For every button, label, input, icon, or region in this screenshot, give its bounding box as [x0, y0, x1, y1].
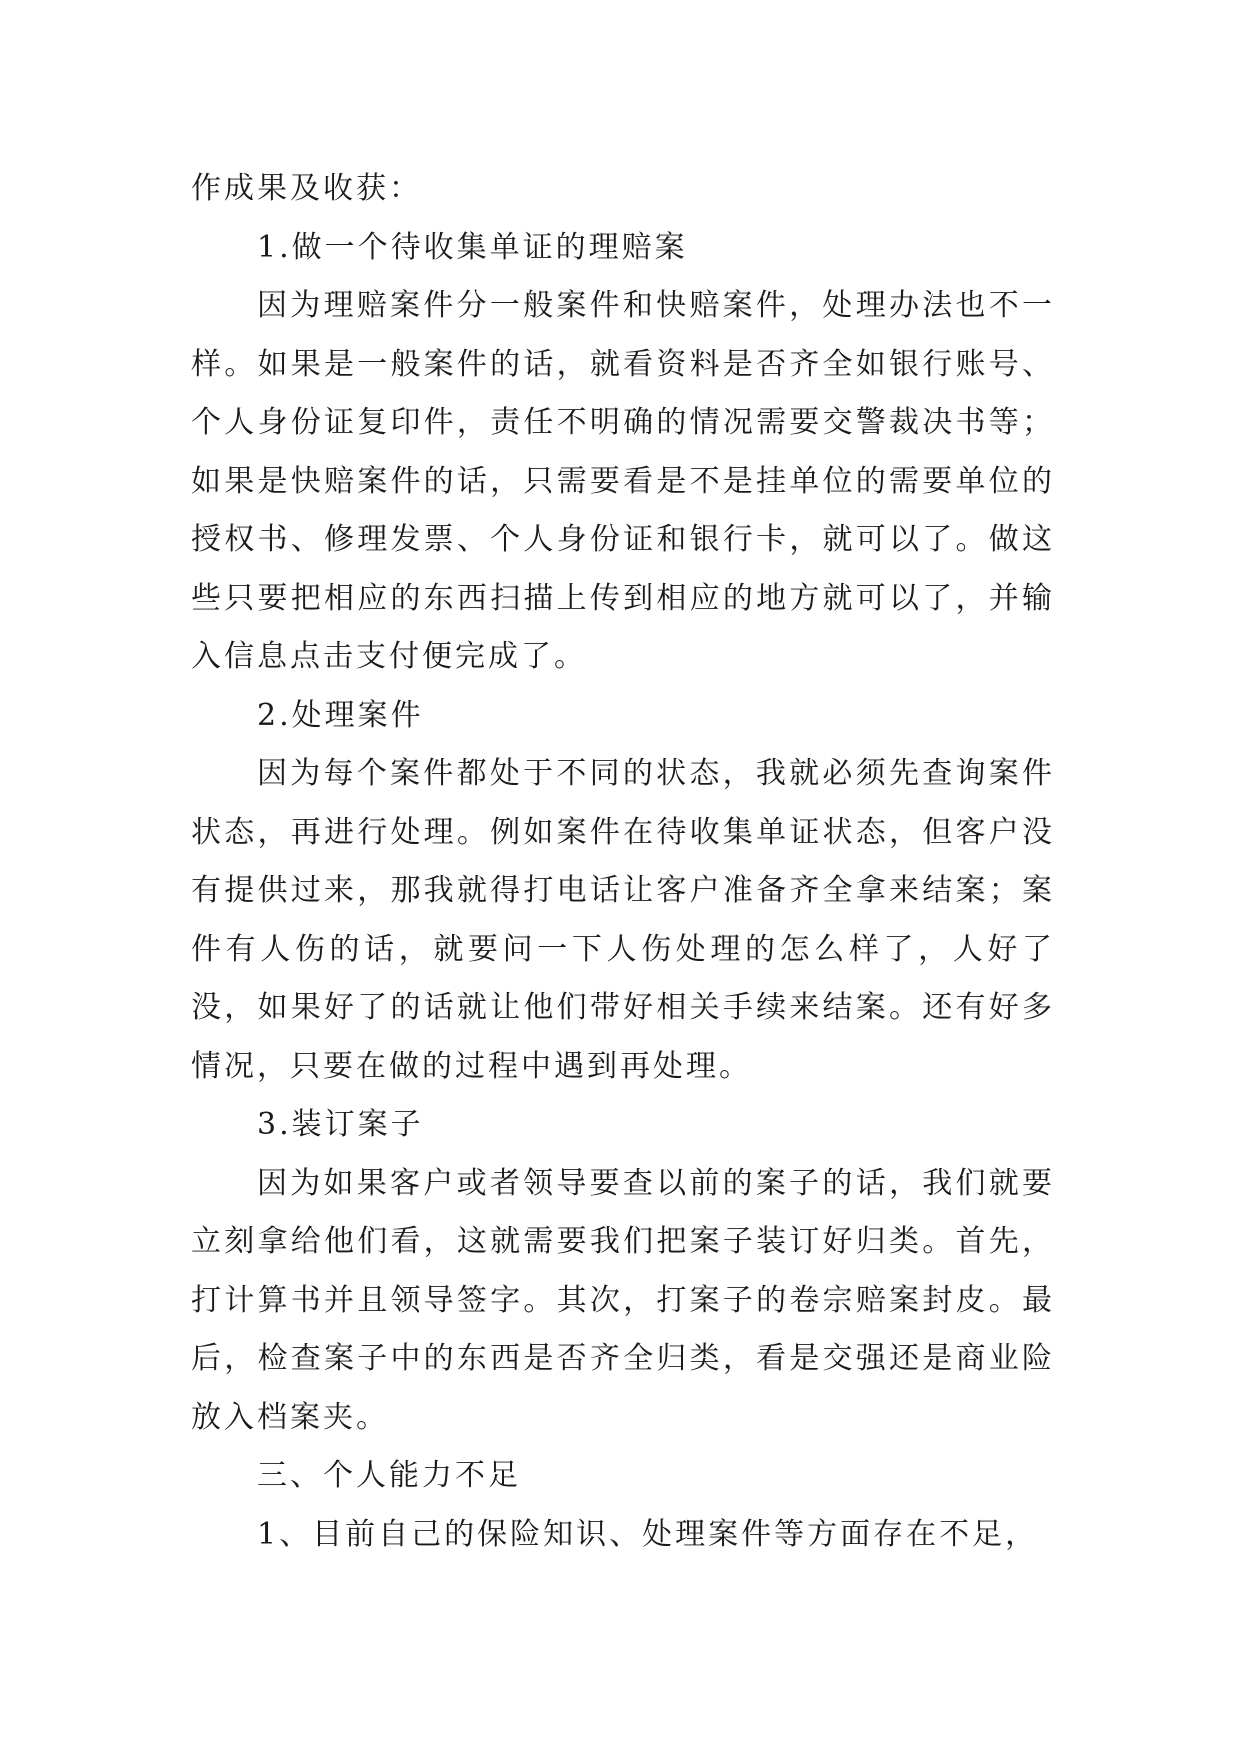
heading-item-1: 1.做一个待收集单证的理赔案	[257, 229, 688, 265]
document-body	[191, 160, 1055, 1564]
heading-item-2: 2.处理案件	[257, 697, 424, 733]
paragraph-intro-continuation: 作成果及收获：	[191, 171, 422, 206]
paragraph-shortcomings-1: 1、目前自己的保险知识、处理案件等方面存在不足，	[257, 1516, 1039, 1552]
section-heading-3: 三、个人能力不足	[257, 1458, 521, 1493]
paragraph-case-binding: 因为如果客户或者领导要查以前的案子的话，我们就要立刻拿给他们看，这就需要我们把案子装订好归类。首先，打计算书并且领导签字。其次，打案子的卷宗赔案封皮。最后，检查案子中的东西是否齐全归类，看是交强还是商业险放入档案夹。	[191, 1165, 1055, 1435]
heading-item-3: 3.装订案子	[257, 1107, 424, 1142]
paragraph-case-handling: 因为每个案件都处于不同的状态，我就必须先查询案件状态，再进行处理。例如案件在待收集单证状态，但客户没有提供过来，那我就得打电话让客户准备齐全拿来结案；案件有人伤的话，就要问一下人伤处理的怎么样了，人好了没，如果好了的话就让他们带好相关手续来结案。还有好多情况，只要在做的过程中遇到再处理。	[191, 756, 1055, 1084]
paragraph-claims-processing: 因为理赔案件分一般案件和快赔案件，处理办法也不一样。如果是一般案件的话，就看资料是否齐全如银行账号、个人身份证复印件，责任不明确的情况需要交警裁决书等；如果是快赔案件的话，只需要看是不是挂单位的需要单位的授权书、修理发票、个人身份证和银行卡，就可以了。做这些只要把相应的东西扫描上传到相应的地方就可以了，并输入信息点击支付便完成了。	[191, 288, 1055, 674]
